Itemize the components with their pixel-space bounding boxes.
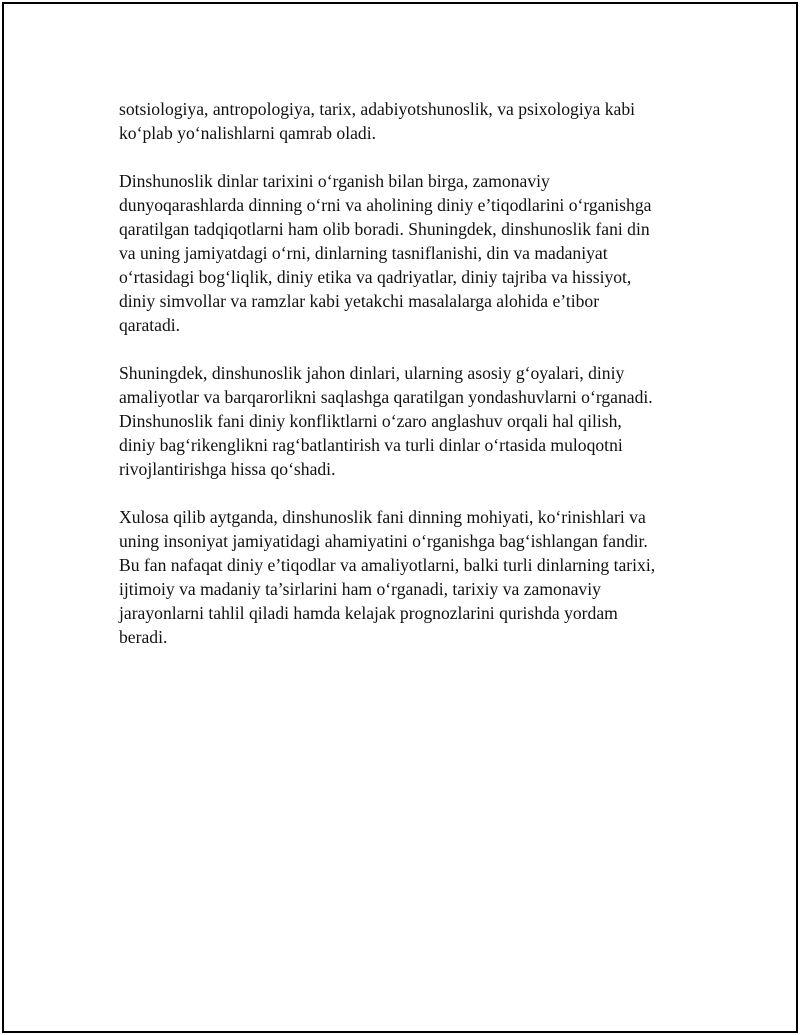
text-line: sotsiologiya, antropologiya, tarix, adabiyotshunoslik, va psixologiya kabi (119, 99, 636, 119)
text-line: diniy bag‘rikenglikni rag‘batlantirish va turli dinlar o‘rtasida muloqotni (119, 435, 623, 455)
paragraph-1 (119, 97, 689, 145)
text-line: rivojlantirishga hissa qo‘shadi. (119, 459, 336, 479)
text-line: qaratilgan tadqiqotlarni ham olib boradi. Shuningdek, dinshunoslik fani din (119, 219, 650, 239)
document-body (119, 97, 689, 673)
text-line: Bu fan nafaqat diniy e’tiqodlar va amaliyotlarni, balki turli dinlarning tarixi, (119, 555, 656, 575)
text-line: Shuningdek, dinshunoslik jahon dinlari, ularning asosiy g‘oyalari, diniy (119, 363, 625, 383)
text-line: uning insoniyat jamiyatidagi ahamiyatini o‘rganishga bag‘ishlangan fandir. (119, 531, 648, 551)
text-line: ko‘plab yo‘nalishlarni qamrab oladi. (119, 123, 376, 143)
text-line: diniy simvollar va ramzlar kabi yetakchi masalalarga alohida e’tibor (119, 291, 600, 311)
text-line: dunyoqarashlarda dinning o‘rni va aholining diniy e’tiqodlarini o‘rganishga (119, 195, 652, 215)
text-line: Dinshunoslik dinlar tarixini o‘rganish bilan birga, zamonaviy (119, 171, 550, 191)
text-line: beradi. (119, 627, 168, 647)
paragraph-2 (119, 169, 689, 337)
text-line: Dinshunoslik fani diniy konfliktlarni o‘zaro anglashuv orqali hal qilish, (119, 411, 622, 431)
paragraph-3 (119, 361, 689, 481)
text-line: qaratadi. (119, 315, 181, 335)
text-line: Xulosa qilib aytganda, dinshunoslik fani dinning mohiyati, ko‘rinishlari va (119, 507, 646, 527)
page-frame (2, 2, 798, 1033)
text-line: jarayonlarni tahlil qiladi hamda kelajak prognozlarini qurishda yordam (119, 603, 618, 623)
paragraph-4 (119, 505, 689, 649)
text-line: ijtimoiy va madaniy ta’sirlarini ham o‘rganadi, tarixiy va zamonaviy (119, 579, 601, 599)
text-line: amaliyotlar va barqarorlikni saqlashga qaratilgan yondashuvlarni o‘rganadi. (119, 387, 653, 407)
text-line: va uning jamiyatdagi o‘rni, dinlarning tasniflanishi, din va madaniyat (119, 243, 608, 263)
text-line: o‘rtasidagi bog‘liqlik, diniy etika va qadriyatlar, diniy tajriba va hissiyot, (119, 267, 632, 287)
